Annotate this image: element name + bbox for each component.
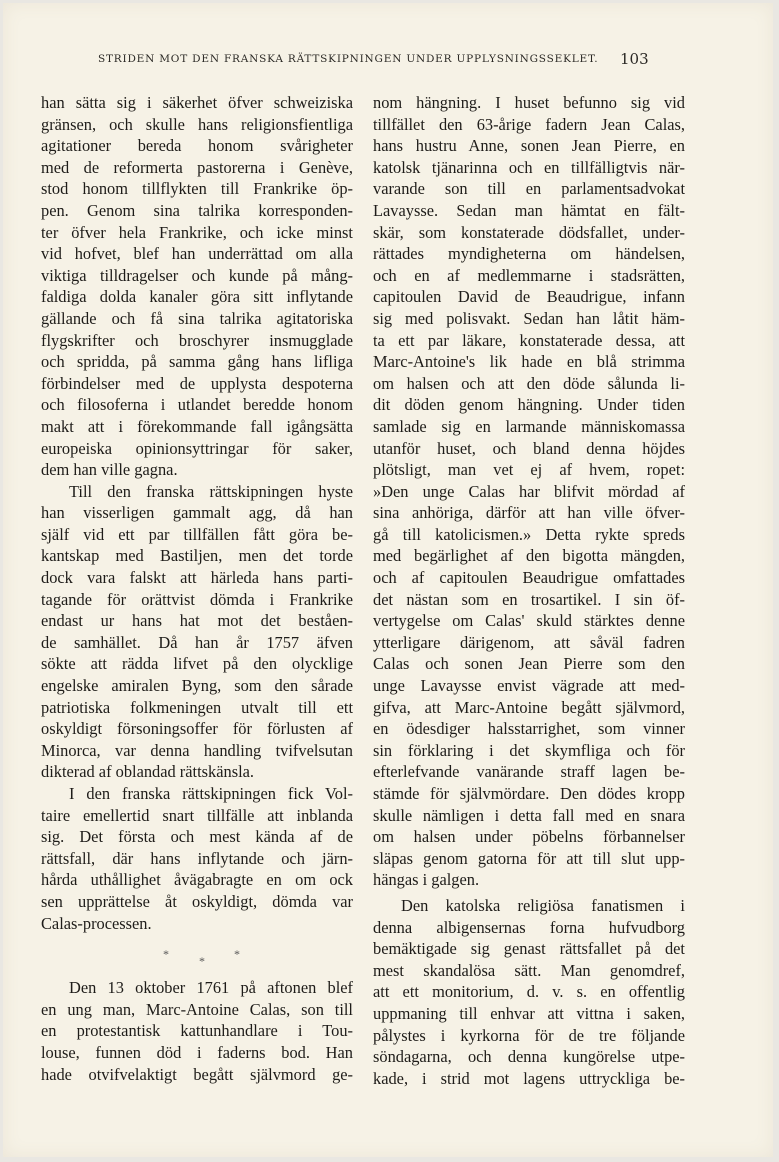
text-line: sig. Det första och mest kända af de — [41, 827, 353, 847]
paragraph-end-line: dikterad af oblandad rättskänsla. — [41, 762, 254, 782]
text-line: louse, funnen död i faderns bod. Han — [41, 1042, 353, 1062]
text-line: nom hängning. I huset befunno sig vid — [373, 93, 685, 112]
section-break-star: * — [163, 947, 169, 962]
text-line: och filosoferna i utlandet beredde honom — [41, 395, 353, 415]
text-line: med de reformerta pastorerna i Genève, — [41, 157, 353, 177]
paragraph-start-line: Den 13 oktober 1761 på aftonen blef — [69, 978, 353, 998]
text-line: engelske amiralen Byng, som den sårade — [41, 676, 353, 696]
text-line: unge Lavaysse envist vägrade att med- — [373, 676, 685, 696]
text-line: plötsligt, man vet ej af hvem, ropet: — [373, 460, 685, 480]
text-line: capitoulen David de Beaudrigue, infann — [373, 287, 685, 307]
text-line: om halsen och att den döde sålunda li- — [373, 373, 685, 393]
text-line: utanför huset, och bland denna höjdes — [373, 438, 685, 458]
left-column — [41, 92, 353, 1085]
text-line: pålystes i kyrkorna för de tre följande — [373, 1025, 685, 1045]
text-line: endast ur hans hat mot det beståen- — [41, 611, 353, 631]
text-line: och af capitoulen Beaudrigue omfattades — [373, 568, 685, 588]
text-line: sig med polisvakt. Sedan han låtit häm- — [373, 308, 685, 328]
text-line: och en af medlemmarne i stadsrätten, — [373, 265, 685, 285]
text-line: rättades myndigheterna om händelsen, — [373, 244, 685, 264]
text-line: tagande för orättvist dömda i Frankrike — [41, 589, 353, 609]
text-line: mest skandalösa sätt. Man genomdref, — [373, 960, 685, 980]
text-line: Minorca, var denna handling tvifvelsutan — [41, 740, 353, 760]
text-line: patriotiska folkmeningen utvalt till ett — [41, 697, 353, 717]
text-line: en ung man, Marc-Antoine Calas, son till — [41, 999, 353, 1019]
text-line: och spridda, på samma gång hans lifliga — [41, 352, 353, 372]
text-line: med begärlighet af den bigotta mängden, — [373, 546, 685, 566]
text-line: hans hustru Anne, sonen Jean Pierre, en — [373, 136, 685, 156]
text-line: Marc-Antoine's lik hade en blå strimma — [373, 352, 685, 372]
text-line: agitationer bereda honom svårigheter — [41, 136, 353, 156]
text-line: denna albigensernas forna hufvudborg — [373, 917, 685, 937]
text-line: släpas genom gatorna för att till slut upp- — [373, 848, 685, 868]
text-line: ytterligare därigenom, att såväl fadren — [373, 632, 685, 652]
paragraph-end-line: Calas-processen. — [41, 913, 152, 933]
text-line: de samhället. Då han år 1757 äfven — [41, 632, 353, 652]
text-line: bemäktigade sig genast rättsfallet på det — [373, 939, 685, 959]
text-line: makt att i förekommande fall igångsätta — [41, 416, 353, 436]
text-line: sina anhöriga, därför att han ville öfver- — [373, 503, 685, 523]
text-line: sen upprättelse åt oskyldigt, dömda var — [41, 891, 353, 911]
paragraph-end-line: dem han ville gagna. — [41, 460, 178, 480]
text-line: Lavaysse. Sedan man hämtat en fält- — [373, 200, 685, 220]
text-line: Calas och sonen Jean Pierre som den — [373, 654, 685, 674]
text-line: stod honom tillflykten till Frankrike öp- — [41, 179, 353, 199]
text-line: vertygelse om Calas' skuld stärktes denne — [373, 611, 685, 631]
text-line: ta ett par läkare, konstaterade dessa, att — [373, 330, 685, 350]
text-line: gå till katolicismen.» Detta rykte spreds — [373, 524, 685, 544]
text-line: dock vara falskt att härleda hans parti- — [41, 568, 353, 588]
book-page — [3, 3, 773, 1157]
text-line: gränsen, och skulle hans religionsfientliga — [41, 114, 353, 134]
text-line: sökte att rädda lifvet på den olycklige — [41, 654, 353, 674]
text-line: själf vid ett par tillfällen fått göra be- — [41, 524, 353, 544]
text-line: han sätta sig i säkerhet öfver schweiziska — [41, 93, 353, 112]
text-line: efterlefvande vanärande straff lagen be- — [373, 762, 685, 782]
text-line: skär, som konstaterade dödsfallet, under- — [373, 222, 685, 242]
paragraph-end-line: hängas i galgen. — [373, 870, 480, 890]
text-line: oskyldigt försoningsoffer för förlusten af — [41, 719, 353, 739]
text-line: om halsen under pöbelns förbannelser — [373, 827, 685, 847]
text-line: flygskrifter och broschyrer insmugglade — [41, 330, 353, 350]
text-line: söndagarna, och denna kungörelse utpe- — [373, 1047, 685, 1067]
paragraph-start-line: Den katolska religiösa fanatismen i — [401, 895, 685, 915]
text-line: han visserligen gammalt agg, då han — [41, 503, 353, 523]
text-line: hårda uthållighet åvägabragte en om ock — [41, 870, 353, 890]
text-line: att ett monitorium, d. v. s. en offentlig — [373, 982, 685, 1002]
text-line: kade, i strid mot lagens uttryckliga be- — [373, 1068, 685, 1088]
text-line: viktiga tilldragelser och kunde på mång- — [41, 265, 353, 285]
text-line: sin förklaring i det skymfliga och för — [373, 740, 685, 760]
text-line: uppmaning till enhvar att vittna i saken, — [373, 1003, 685, 1023]
text-line: gifva, att Marc-Antoine begått självmord, — [373, 697, 685, 717]
text-line: katolsk tjänarinna och en tillfälligtvis när- — [373, 157, 685, 177]
text-line: pen. Genom sina talrika korresponden- — [41, 200, 353, 220]
page-number: 103 — [620, 50, 649, 68]
right-column — [373, 92, 685, 1089]
text-line: varande son till en parlamentsadvokat — [373, 179, 685, 199]
text-line: tillfället den 63-årige fadern Jean Calas, — [373, 114, 685, 134]
text-line: vid hofvet, blef han underrättad om alla — [41, 244, 353, 264]
text-line: rättsfall, där hans inflytande och järn- — [41, 848, 353, 868]
text-line: en protestantisk kattunhandlare i Tou- — [41, 1021, 353, 1041]
text-line: faldiga dolda kanaler göra sitt inflytande — [41, 287, 353, 307]
section-break-star: * — [199, 954, 205, 969]
text-line: skulle nämligen i detta fall med en snara — [373, 805, 685, 825]
text-line: dit döden genom hängning. Under tiden — [373, 395, 685, 415]
text-line: en ödesdiger halsstarrighet, som vinner — [373, 719, 685, 739]
text-line: samlade sig en larmande människomassa — [373, 416, 685, 436]
text-line: det nästan som en trosartikel. I sin öf- — [373, 589, 685, 609]
paragraph-start-line: Till den franska rättskipningen hyste — [69, 481, 353, 501]
text-line: stämde för självmördare. Den dödes kropp — [373, 784, 685, 803]
page-header — [3, 50, 773, 75]
text-line: »Den unge Calas har blifvit mördad af — [373, 481, 685, 501]
text-line: taire emellertid snart tillfälle att inblanda — [41, 805, 353, 825]
section-break-star: * — [234, 947, 240, 962]
text-line: ter öfver hela Frankrike, och icke minst — [41, 222, 353, 242]
text-line: gällande och få sina talrika agitatoriska — [41, 308, 353, 328]
text-line: förbindelser med de upplysta despoterna — [41, 373, 353, 393]
section-break — [41, 934, 353, 977]
running-title: STRIDEN MOT DEN FRANSKA RÄTTSKIPNINGEN UNDER UPPLYSNINGSSEKLET. — [98, 53, 599, 65]
text-line: europeiska opinionsyttringar för saker, — [41, 438, 353, 458]
text-line: kantskap med Bastiljen, men det torde — [41, 546, 353, 566]
text-line: hade otvifvelaktigt begått självmord ge- — [41, 1064, 353, 1084]
paragraph-start-line: I den franska rättskipningen fick Vol- — [69, 784, 353, 803]
